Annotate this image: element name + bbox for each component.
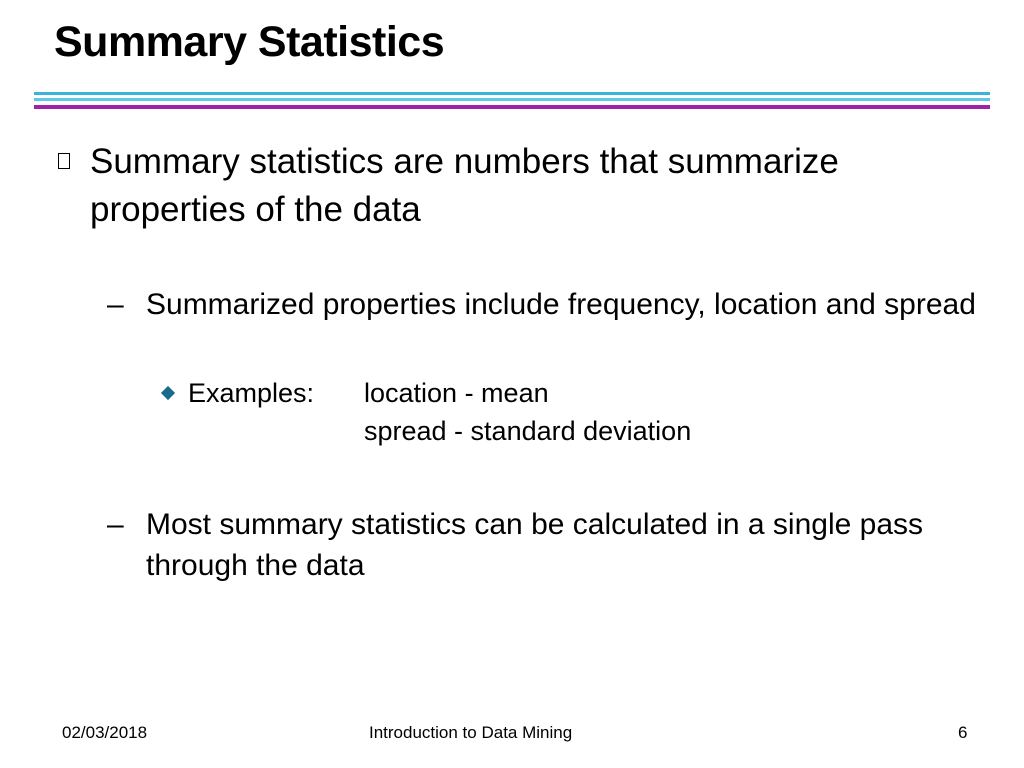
diamond-bullet-icon xyxy=(161,386,175,400)
main-bullet-text: Summary statistics are numbers that summarize properties of the data xyxy=(90,142,839,229)
title-rule-bottom xyxy=(34,105,990,109)
footer-course-title: Introduction to Data Mining xyxy=(369,723,573,742)
title-rule-top xyxy=(34,92,990,95)
example-location-mean: location - mean xyxy=(364,378,549,408)
sub-bullet-text-properties: Summarized properties include frequency, location and spread xyxy=(146,288,976,321)
sub-bullet-text-single-pass: Most summary statistics can be calculated in a single pass through the data xyxy=(146,508,923,582)
dash-bullet-icon: – xyxy=(107,288,124,321)
slide-title: Summary Statistics xyxy=(54,18,445,66)
example-spread-std: spread - standard deviation xyxy=(364,416,692,446)
dash-bullet-icon: – xyxy=(107,508,124,541)
footer-page-number: 6 xyxy=(958,723,968,742)
footer-date: 02/03/2018 xyxy=(62,723,148,742)
square-bullet-icon xyxy=(58,153,70,169)
title-rule-middle xyxy=(34,98,990,101)
examples-label: Examples: xyxy=(188,378,315,408)
